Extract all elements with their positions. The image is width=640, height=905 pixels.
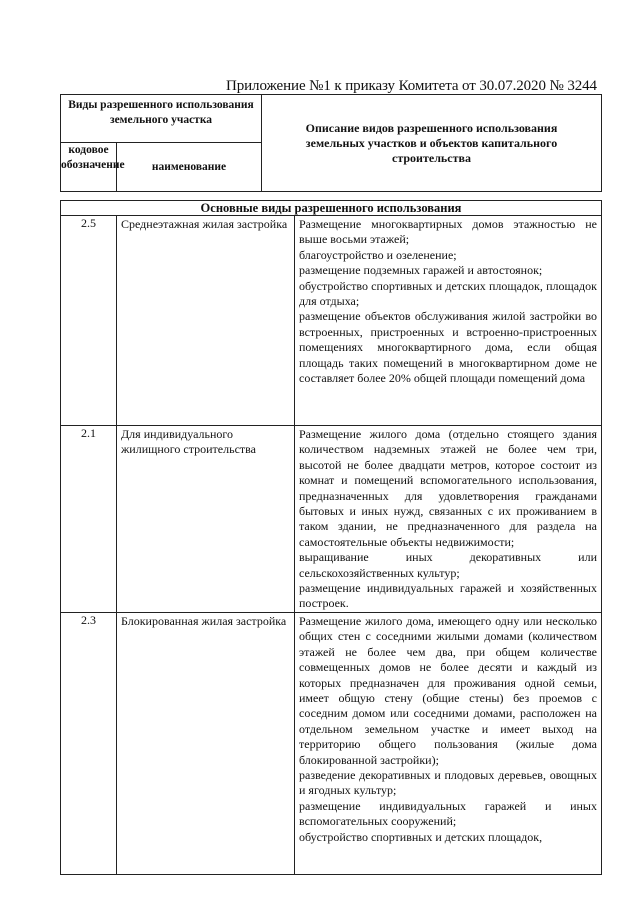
header-table <box>60 94 602 192</box>
table-row <box>61 426 602 613</box>
description-line: разведение декоративных и плодовых деревьев, овощных и ягодных культур; <box>299 767 597 798</box>
row-description <box>295 612 602 874</box>
name-label: наименование <box>117 143 262 192</box>
description-line: размещение объектов обслуживания жилой застройки во встроенных, пристроенных и встроенно-пристроенных помещениях многоквартирного дома, если общая площадь таких помещений в многоквартирном доме не составляет более 20% общей площади помещений дома <box>299 309 597 386</box>
description-title: Описание видов разрешенного использования земельных участков и объектов капитального строительства <box>262 95 602 192</box>
description-line: благоустройство и озеленение; <box>299 247 457 262</box>
row-name: Среднеэтажная жилая застройка <box>117 216 295 426</box>
land-use-table <box>60 200 602 875</box>
table-row <box>61 216 602 426</box>
description-line: обустройство спортивных и детских площадок, площадок для отдыха; <box>299 278 597 309</box>
description-line: Размещение жилого дома (отдельно стоящего здания количеством надземных этажей не более чем три, высотой не более двадцати метров, которое состоит из комнат и помещений вспомогательного использования, предназначенных для удовлетворения гражданами бытовых и иных нужд, связанных с их проживанием в таком здании, не предназначенного для раздела на самостоятельные объекты недвижимости; <box>299 427 597 549</box>
row-name: Для индивидуального жилищного строительства <box>117 426 295 613</box>
table-row <box>61 612 602 874</box>
code-label: кодовое обозначение <box>61 143 117 192</box>
description-line: выращивание иных декоративных или сельскохозяйственных культур; <box>299 550 597 580</box>
row-name: Блокированная жилая застройка <box>117 612 295 874</box>
row-description <box>295 426 602 613</box>
description-line: Размещение жилого дома, имеющего одну или несколько общих стен с соседними жилыми домами (количеством этажей не более чем два, при общем количестве совмещенных домов не более десяти и каждый из которых предназначен для проживания одной семьи, имеет общую стену (общие стены) без проемов с соседним домом или соседними домами, расположен на отдельном земельном участке и имеет выход на территорию общего пользования (жилые дома блокированной застройки); <box>299 613 597 767</box>
row-description <box>295 216 602 426</box>
description-line: размещение индивидуальных гаражей и хозяйственных построек. <box>299 581 597 611</box>
kinds-title: Виды разрешенного использования земельного участка <box>61 95 262 143</box>
row-code: 2.3 <box>61 612 117 874</box>
section-title: Основные виды разрешенного использования <box>61 201 602 216</box>
description-line: размещение подземных гаражей и автостоянок; <box>299 263 543 278</box>
description-line: обустройство спортивных и детских площадок, <box>299 829 543 844</box>
row-code: 2.1 <box>61 426 117 613</box>
description-line: размещение индивидуальных гаражей и иных вспомогательных сооружений; <box>299 798 597 829</box>
row-code: 2.5 <box>61 216 117 426</box>
description-line: Размещение многоквартирных домов этажностью не выше восьми этажей; <box>299 217 597 247</box>
appendix-header: Приложение №1 к приказу Комитета от 30.07.2020 № 3244 <box>226 78 597 94</box>
